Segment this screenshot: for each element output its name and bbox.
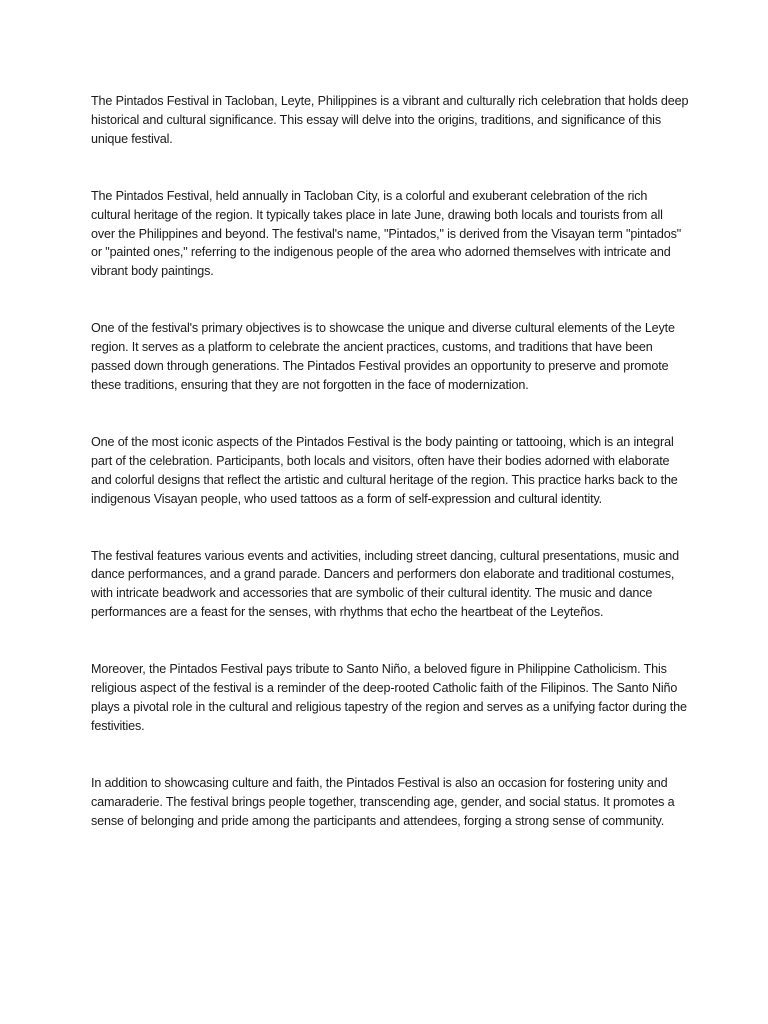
paragraph-santo-nino: Moreover, the Pintados Festival pays tribute to Santo Niño, a beloved figure in Philippine Catholicism. This religious aspect of the festival is a reminder of the deep-rooted Catholic faith of the Filipinos. The Santo Niño plays a pivotal role in the cultural and religious tapestry of the region and serves as a unifying factor during the festivities. bbox=[91, 662, 687, 733]
paragraph-intro: The Pintados Festival in Tacloban, Leyte, Philippines is a vibrant and culturally rich celebration that holds deep historical and cultural significance. This essay will delve into the origins, traditions, and significance of this unique festival. bbox=[91, 94, 689, 146]
paragraph-festival-overview: The Pintados Festival, held annually in Tacloban City, is a colorful and exuberant celebration of the rich cultural heritage of the region. It typically takes place in late June, drawing both locals and tourists from all over the Philippines and beyond. The festival's name, "Pintados," is derived from the Visayan term "pintados" or "painted ones," referring to the indigenous people of the area who adorned themselves with intricate and vibrant body paintings. bbox=[91, 188, 682, 279]
paragraph-unity: In addition to showcasing culture and faith, the Pintados Festival is also an occasion for fostering unity and camaraderie. The festival brings people together, transcending age, gender, and social status. It promotes a sense of belonging and pride among the participants and attendees, forging a strong sense of community. bbox=[91, 775, 675, 828]
paragraph-events: The festival features various events and activities, including street dancing, cultural presentations, music and dance performances, and a grand parade. Dancers and performers don elaborate and traditional costumes, with intricate beadwork and accessories that are symbolic of their cultural identity. The music and dance performances are a feast for the senses, with rhythms that echo the heartbeat of the Leyteños. bbox=[91, 548, 680, 620]
paragraph-body-painting: One of the most iconic aspects of the Pintados Festival is the body painting or tattooing, which is an integral part of the celebration. Participants, both locals and visitors, often have their bodies adorned with elaborate and colorful designs that reflect the artistic and cultural heritage of the region. This practice harks back to the indigenous Visayan people, who used tattoos as a form of self-expression and cultural identity. bbox=[91, 434, 678, 506]
document-body bbox=[91, 92, 689, 830]
paragraph-objectives: One of the festival's primary objectives is to showcase the unique and diverse cultural elements of the Leyte region. It serves as a platform to celebrate the ancient practices, customs, and traditions that have been passed down through generations. The Pintados Festival provides an opportunity to preserve and promote these traditions, ensuring that they are not forgotten in the face of modernization. bbox=[91, 321, 675, 392]
